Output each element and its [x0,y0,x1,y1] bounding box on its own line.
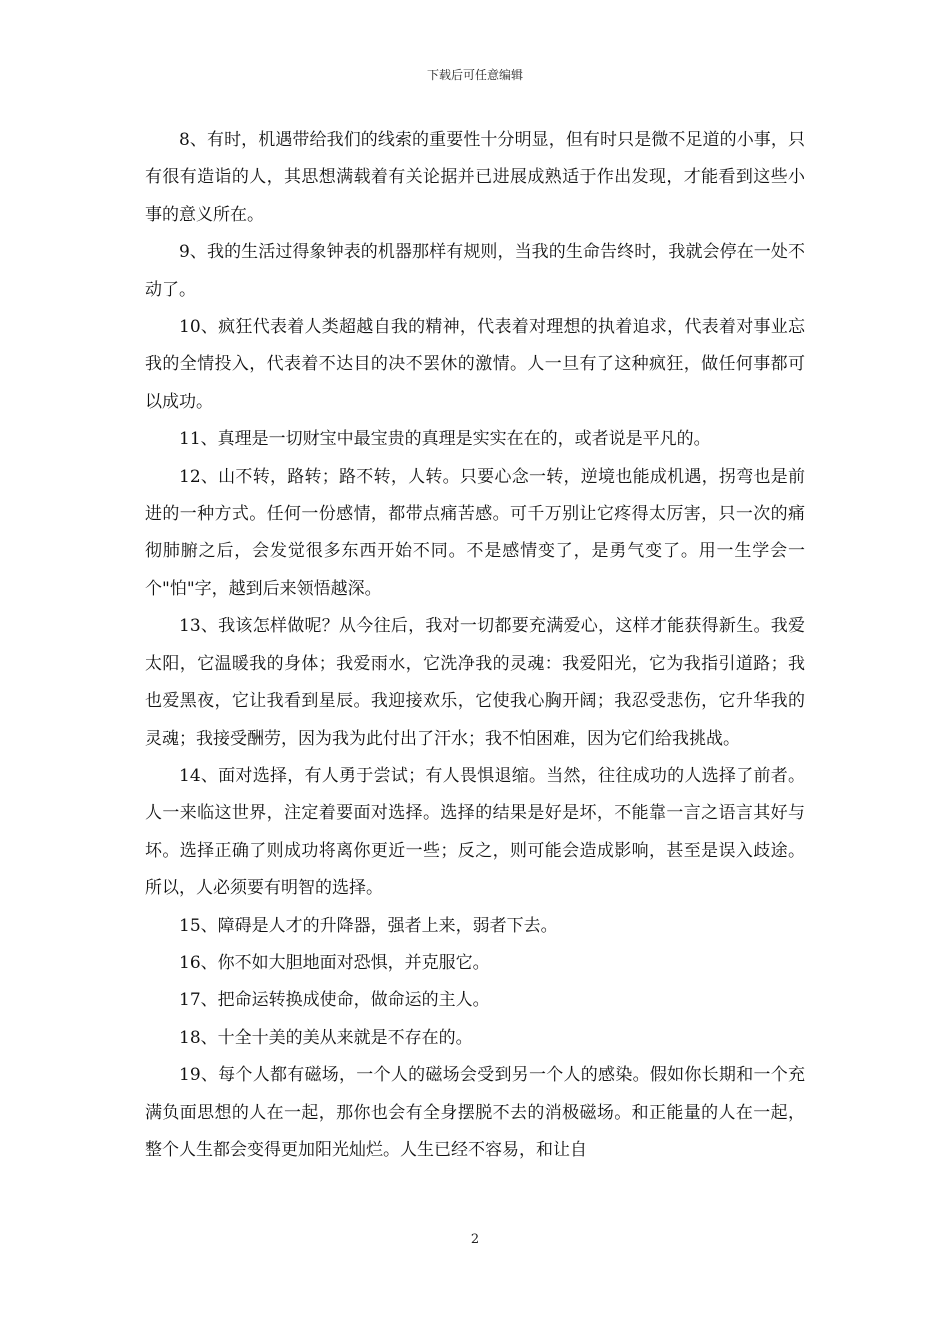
paragraph-11: 11、真理是一切财宝中最宝贵的真理是实实在在的，或者说是平凡的。 [179,429,711,450]
paragraph-10: 10、疯狂代表着人类超越自我的精神，代表着对理想的执着追求，代表着对事业忘我的全情投入，代表着不达目的决不罢休的激情。人一旦有了这种疯狂，做任何事都可以成功。 [145,317,805,412]
paragraph-13: 13、我该怎样做呢？从今往后，我对一切都要充满爱心，这样才能获得新生。我爱太阳，它温暖我的身体；我爱雨水，它洗净我的灵魂：我爱阳光，它为我指引道路；我也爱黑夜，它让我看到星辰。我迎接欢乐，它使我心胸开阔；我忍受悲伤，它升华我的灵魂；我接受酬劳，因为我为此付出了汗水；我不怕困难，因为它们给我挑战。 [145,616,805,749]
paragraph-9: 9、我的生活过得象钟表的机器那样有规则，当我的生命告终时，我就会停在一处不动了。 [145,242,805,300]
paragraph-18: 18、十全十美的美从来就是不存在的。 [179,1027,473,1048]
paragraph-8: 8、有时，机遇带给我们的线索的重要性十分明显，但有时只是微不足道的小事，只有很有造诣的人，其思想满载着有关论据并已进展成熟适于作出发现，才能看到这些小事的意义所在。 [145,130,805,225]
document-body [145,122,805,1169]
paragraph-19: 19、每个人都有磁场，一个人的磁场会受到另一个人的感染。假如你长期和一个充满负面思想的人在一起，那你也会有全身摆脱不去的消极磁场。和正能量的人在一起，整个人生都会变得更加阳光灿烂。人生已经不容易，和让自 [145,1065,805,1160]
paragraph-15: 15、障碍是人才的升降器，强者上来，弱者下去。 [179,915,558,936]
paragraph-16: 16、你不如大胆地面对恐惧，并克服它。 [179,952,490,973]
paragraph-14: 14、面对选择，有人勇于尝试；有人畏惧退缩。当然，往往成功的人选择了前者。人一来临这世界，注定着要面对选择。选择的结果是好是坏，不能靠一言之语言其好与坏。选择正确了则成功将离你更近一些；反之，则可能会造成影响，甚至是误入歧途。所以，人必须要有明智的选择。 [145,765,805,899]
paragraph-12: 12、山不转，路转；路不转，人转。只要心念一转，逆境也能成机遇，拐弯也是前进的一种方式。任何一份感情，都带点痛苦感。可千万别让它疼得太厉害，只一次的痛彻肺腑之后，会发觉很多东西开始不同。不是感情变了，是勇气变了。用一生学会一个"怕"字，越到后来领悟越深。 [145,466,805,599]
paragraph-17: 17、把命运转换成使命，做命运的主人。 [179,990,490,1011]
page-number: 2 [470,1232,480,1247]
page-header: 下载后可任意编辑 [426,68,523,82]
